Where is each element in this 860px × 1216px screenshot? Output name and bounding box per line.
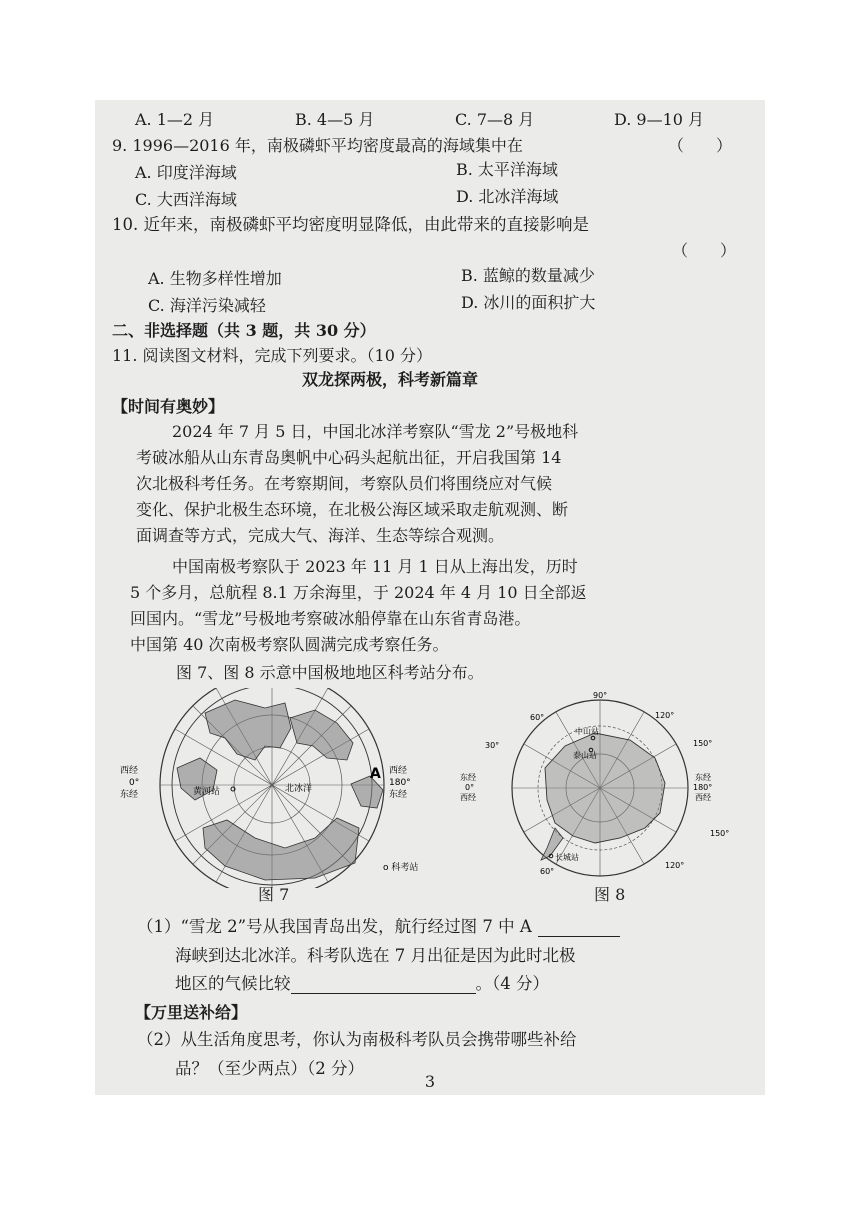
subheading-supply: 【万里送补给】	[135, 1003, 248, 1022]
answer-blank-strait[interactable]	[538, 920, 620, 937]
svg-text:西经: 西经	[460, 793, 476, 802]
q9-option-c: C. 大西洋海域	[135, 190, 237, 209]
section-heading: 二、非选择题（共 3 题，共 30 分）	[112, 321, 376, 340]
figure-7-caption: 图 7	[258, 885, 290, 904]
svg-text:120°: 120°	[665, 861, 685, 870]
svg-text:东经: 东经	[695, 773, 711, 782]
fig7-east-label-1: 西经	[389, 766, 408, 776]
para3: 图 7、图 8 示意中国极地地区科考站分布。	[176, 663, 484, 682]
fig8-top-degree: 90°	[593, 691, 608, 700]
svg-text:120°: 120°	[655, 711, 675, 720]
q9-option-b: B. 太平洋海域	[456, 160, 558, 179]
svg-text:0°: 0°	[465, 783, 475, 792]
q10-option-c: C. 海洋污染减轻	[148, 296, 266, 315]
svg-text:东经: 东经	[460, 773, 476, 782]
fig7-marker-a: A	[370, 766, 381, 782]
part2-line2: 品？（至少两点）（2 分）	[175, 1059, 364, 1078]
para1-line5: 面调查等方式，完成大气、海洋、生态等综合观测。	[136, 526, 505, 545]
q8-option-b: B. 4—5 月	[295, 110, 375, 129]
para2-line4: 中国第 40 次南极考察队圆满完成考察任务。	[130, 635, 449, 654]
q9-option-a: A. 印度洋海域	[135, 163, 237, 182]
part1-line1: （1）“雪龙 2”号从我国青岛出发，航行经过图 7 中 A	[137, 917, 620, 937]
fig7-east-label-3: 东经	[389, 790, 408, 800]
fig7-station-label: 黄河站	[193, 787, 221, 797]
q10-option-d: D. 冰川的面积扩大	[461, 293, 596, 312]
para1-line2: 考破冰船从山东青岛奥帆中心码头起航出征，开启我国第 14	[136, 448, 562, 467]
page-number: 3	[424, 1072, 436, 1091]
para2-line2: 5 个多月，总航程 8.1 万余海里，于 2024 年 4 月 10 日全部返	[130, 583, 587, 602]
fig7-west-label-2: 0°	[129, 778, 140, 788]
fig8-station-zhongshan: 中山站	[575, 727, 599, 736]
figure-7-arctic-map	[115, 688, 435, 888]
q10-answer-paren: （ ）	[672, 241, 737, 260]
svg-text:30°: 30°	[485, 741, 500, 750]
para1-line3: 次北极科考任务。在考察期间，考察队员们将围绕应对气候	[136, 474, 553, 493]
svg-text:180°: 180°	[693, 783, 713, 792]
para2-line1: 中国南极考察队于 2023 年 11 月 1 日从上海出发，历时	[172, 557, 578, 576]
part1-line3: 地区的气候比较 。（4 分）	[175, 974, 549, 993]
fig7-west-label-3: 东经	[120, 790, 139, 800]
q9-answer-paren: （ ）	[668, 136, 733, 155]
part2-line1: （2）从生活角度思考，你认为南极科考队员会携带哪些补给	[137, 1030, 577, 1049]
svg-text:西经: 西经	[695, 793, 711, 802]
q9-option-d: D. 北冰洋海域	[456, 187, 559, 206]
q9-stem: 9. 1996—2016 年，南极磷虾平均密度最高的海域集中在	[112, 136, 523, 155]
answer-blank-climate[interactable]	[291, 977, 476, 994]
q8-option-c: C. 7—8 月	[455, 110, 535, 129]
svg-text:60°: 60°	[540, 867, 555, 876]
fig8-station-taishan: 泰山站	[573, 751, 597, 760]
figure-8-caption: 图 8	[594, 885, 626, 904]
q11-title: 双龙探两极，科考新篇章	[302, 370, 479, 389]
svg-text:150°: 150°	[693, 739, 713, 748]
fig7-ocean-label: 北冰洋	[285, 784, 313, 794]
q8-option-a: A. 1—2 月	[135, 110, 215, 129]
para1-line1: 2024 年 7 月 5 日，中国北冰洋考察队“雪龙 2”号极地科	[172, 422, 579, 441]
q8-option-d: D. 9—10 月	[614, 110, 705, 129]
svg-text:150°: 150°	[710, 829, 730, 838]
q10-option-a: A. 生物多样性增加	[148, 269, 282, 288]
fig8-station-changcheng: 长城站	[555, 853, 579, 862]
para1-line4: 变化、保护北极生态环境，在北极公海区域采取走航观测、断	[136, 500, 569, 519]
svg-text:60°: 60°	[530, 713, 545, 722]
para2-line3: 回国内。“雪龙”号极地考察破冰船停靠在山东省青岛港。	[130, 609, 531, 628]
q10-stem: 10. 近年来，南极磷虾平均密度明显降低，由此带来的直接影响是	[112, 215, 589, 234]
fig7-legend: o 科考站	[383, 863, 419, 873]
q10-option-b: B. 蓝鲸的数量减少	[461, 266, 595, 285]
fig7-west-label-1: 西经	[120, 766, 139, 776]
part1-line2: 海峡到达北冰洋。科考队选在 7 月出征是因为此时北极	[175, 946, 576, 965]
subheading-time: 【时间有奥妙】	[112, 397, 225, 416]
figure-8-antarctic-map	[455, 688, 755, 878]
fig7-east-label-2: 180°	[389, 778, 411, 788]
q11-stem: 11. 阅读图文材料，完成下列要求。（10 分）	[112, 346, 432, 365]
